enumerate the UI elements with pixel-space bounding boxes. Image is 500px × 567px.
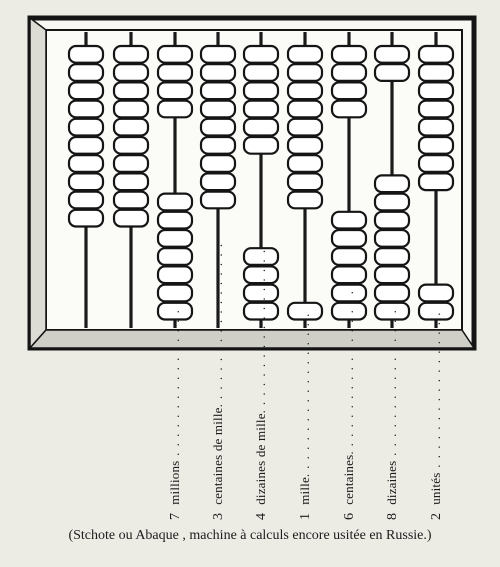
bead-top [114, 173, 148, 190]
column-digit: 6 [342, 512, 357, 520]
bead-top [69, 46, 103, 63]
bead-top [69, 137, 103, 154]
bead-top [288, 46, 322, 63]
bead-top [419, 137, 453, 154]
bead-bottom [332, 248, 366, 265]
bead-top [288, 64, 322, 81]
bead-bottom [158, 212, 192, 229]
leader-dots: . . . . . . . . . . . . . . . . . [210, 242, 225, 404]
leader-dots: . . . . . . . . . . . . . . . . . [384, 299, 399, 461]
bead-bottom [158, 230, 192, 247]
bead-top [332, 82, 366, 99]
bead-top [114, 192, 148, 209]
column-label [339, 280, 359, 520]
column-digit: 8 [385, 512, 400, 520]
column-label [165, 280, 185, 520]
bead-top [201, 155, 235, 172]
bead-top [114, 46, 148, 63]
bead-top [201, 101, 235, 118]
bead-top [244, 101, 278, 118]
bead-top [201, 46, 235, 63]
bead-bottom [158, 194, 192, 211]
column-digit: 1 [298, 512, 313, 520]
bead-top [114, 155, 148, 172]
bead-top [419, 155, 453, 172]
bead-top [419, 64, 453, 81]
bead-top [244, 64, 278, 81]
column-digit: 7 [168, 512, 183, 520]
bead-top [288, 137, 322, 154]
bead-top [69, 82, 103, 99]
bead-top [114, 64, 148, 81]
column-label [382, 280, 402, 520]
bead-bottom [158, 248, 192, 265]
leader-dots: . . . . . . . . . . . . . . . . . [341, 289, 356, 452]
column-label [251, 248, 271, 520]
leader-dots: . . . . . . . . . . . . . . . . . [297, 312, 312, 474]
frame-left-side [30, 18, 46, 348]
column-digit: 2 [429, 512, 444, 520]
bead-top [69, 210, 103, 227]
bead-top [201, 64, 235, 81]
bead-top [244, 119, 278, 136]
bead-top [288, 82, 322, 99]
leader-dots: . . . . . . . . . . . . . . . . . [167, 299, 182, 461]
bead-bottom [375, 230, 409, 247]
leader-dots: . . . . . . . . . . . . . . . . . [253, 248, 268, 410]
leader-dots: . . . . . . . . . . . . . . . . . [428, 311, 443, 473]
bead-top [288, 192, 322, 209]
bead-top [419, 173, 453, 190]
column-place-name: centaines de mille. [210, 403, 225, 505]
bead-top [288, 101, 322, 118]
bead-top [375, 46, 409, 63]
bead-top [158, 101, 192, 118]
column-label [208, 242, 228, 520]
bead-top [158, 82, 192, 99]
bead-top [288, 155, 322, 172]
column-digit: 4 [254, 512, 269, 520]
bead-top [69, 64, 103, 81]
bead-top [332, 46, 366, 63]
bead-top [201, 82, 235, 99]
column-label [426, 280, 446, 520]
bead-top [114, 210, 148, 227]
bead-top [114, 101, 148, 118]
bead-bottom [375, 212, 409, 229]
bead-top [332, 64, 366, 81]
bead-top [244, 82, 278, 99]
bead-top [114, 137, 148, 154]
bead-top [69, 173, 103, 190]
column-place-name: millions [167, 460, 182, 505]
bead-top [158, 46, 192, 63]
bead-bottom [332, 212, 366, 229]
column-digit: 3 [211, 512, 226, 520]
bead-top [332, 101, 366, 118]
column-place-name: mille. [297, 473, 312, 505]
bead-top [419, 119, 453, 136]
bead-bottom [332, 230, 366, 247]
bead-top [114, 119, 148, 136]
bead-top [419, 101, 453, 118]
figure-caption: (Stchote ou Abaque , machine à calculs encore usitée en Russie.) [68, 528, 432, 543]
bead-top [69, 155, 103, 172]
bead-top [69, 119, 103, 136]
bead-top [201, 173, 235, 190]
column-place-name: centaines. [341, 451, 356, 505]
bead-top [201, 119, 235, 136]
column-place-name: unités [428, 472, 443, 505]
column-place-name: dizaines de mille. [253, 409, 268, 505]
bead-top [201, 192, 235, 209]
bead-top [244, 46, 278, 63]
bead-bottom [375, 175, 409, 192]
bead-top [114, 82, 148, 99]
bead-top [375, 64, 409, 81]
bead-top [419, 46, 453, 63]
bead-bottom [375, 194, 409, 211]
bead-top [244, 137, 278, 154]
bead-top [288, 119, 322, 136]
bead-bottom [375, 248, 409, 265]
bead-top [288, 173, 322, 190]
bead-top [419, 82, 453, 99]
bead-top [158, 64, 192, 81]
bead-top [69, 192, 103, 209]
bead-top [69, 101, 103, 118]
bead-top [201, 137, 235, 154]
column-label [295, 280, 315, 520]
column-place-name: dizaines [384, 460, 399, 505]
